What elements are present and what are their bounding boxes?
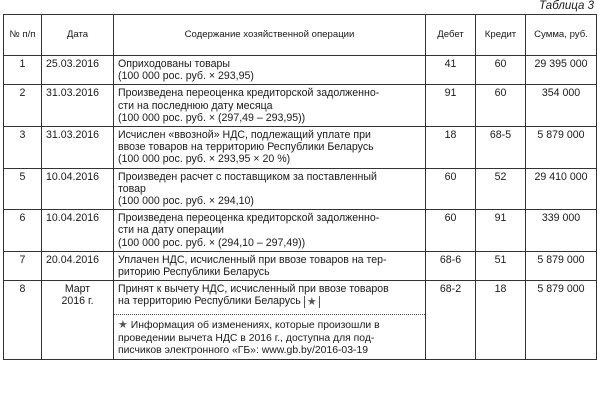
cell-content: [114, 56, 426, 85]
cell-credit: 52: [476, 168, 526, 210]
cell-credit: 91: [476, 210, 526, 252]
content-line: Произведена переоценка кредиторской задолженно-: [118, 87, 380, 100]
note-star-icon: ★: [118, 319, 128, 332]
accounting-table: [3, 14, 597, 360]
cell-sum: 354 000: [526, 85, 597, 127]
note-line: проведении вычета НДС в 2016 г., доступна для под-: [118, 332, 375, 344]
content-line: Уплачен НДС, исчисленный при ввозе товаров на тер-: [118, 253, 387, 266]
header-credit: Кредит: [476, 15, 526, 56]
cell-date: 10.04.2016: [42, 168, 114, 210]
header-content: Содержание хозяйственной операции: [114, 15, 426, 56]
content-line: (100 000 рос. руб. × (294,10 – 297,49)): [118, 236, 306, 249]
cell-num: 6: [4, 210, 42, 252]
header-sum: Сумма, руб.: [526, 15, 597, 56]
cell-debit: 68-2: [426, 281, 476, 360]
info-note: [118, 319, 421, 357]
content-line: (100 000 рос. руб. × (297,49 – 293,95)): [118, 111, 306, 124]
cell-content: [114, 251, 426, 280]
table-row: [4, 56, 597, 85]
cell-credit: 68-5: [476, 127, 526, 169]
cell-num: 7: [4, 251, 42, 280]
date-line: Март: [64, 283, 91, 296]
cell-content: [114, 127, 426, 169]
cell-num: 1: [4, 56, 42, 85]
note-line: [118, 319, 421, 332]
cell-debit: 91: [426, 85, 476, 127]
table-row: [4, 168, 597, 210]
table-row: [4, 251, 597, 280]
header-num: № п/п: [4, 15, 42, 56]
cell-sum: 29 410 000: [526, 168, 597, 210]
content-line: (100 000 рос. руб. × 294,10): [118, 195, 254, 208]
cell-debit: 60: [426, 210, 476, 252]
content-line: сти на дату операции: [118, 224, 224, 237]
cell-num: 8: [4, 281, 42, 360]
table-row: [4, 210, 597, 252]
cell-credit: 60: [476, 85, 526, 127]
cell-date: 10.04.2016: [42, 210, 114, 252]
cell-sum: 5 879 000: [526, 281, 597, 360]
table-row: [4, 127, 597, 169]
cell-date: 31.03.2016: [42, 127, 114, 169]
cell-num: 5: [4, 168, 42, 210]
table-row: [4, 281, 597, 360]
cell-credit: 51: [476, 251, 526, 280]
cell-num: 3: [4, 127, 42, 169]
content-line: Принят к вычету НДС, исчисленный при ввозе товаров: [118, 283, 389, 296]
content-line: товар: [118, 182, 146, 195]
content-line: Оприходованы товары: [118, 58, 231, 70]
content-line-text: на территорию Республики Беларусь: [118, 295, 301, 308]
content-line: Произведена переоценка кредиторской задолженно-: [118, 212, 380, 225]
cell-date: 25.03.2016: [42, 56, 114, 85]
content-line: риторию Республики Беларусь: [118, 266, 270, 279]
cell-debit: 60: [426, 168, 476, 210]
cell-sum: 5 879 000: [526, 251, 597, 280]
header-row: [4, 15, 597, 56]
note-text: Информация об изменениях, которые произошли в: [130, 320, 380, 332]
cell-content: [114, 85, 426, 127]
cell-content: [114, 281, 426, 360]
cell-credit: 60: [476, 56, 526, 85]
cell-sum: 339 000: [526, 210, 597, 252]
cell-credit: 18: [476, 281, 526, 360]
table-caption: Таблица 3: [539, 0, 594, 12]
content-line: Исчислен «ввозной» НДС, подлежащий уплате при: [118, 129, 371, 142]
cell-sum: 5 879 000: [526, 127, 597, 169]
table-row: [4, 85, 597, 127]
note-divider: [114, 314, 425, 315]
content-line: сти на последнюю дату месяца: [118, 99, 273, 112]
cell-content: [114, 168, 426, 210]
cell-num: 2: [4, 85, 42, 127]
header-date: Дата: [42, 15, 114, 56]
content-line: (100 000 рос. руб. × 293,95): [118, 70, 254, 83]
content-line: ввозе товаров на территорию Республики Беларусь: [118, 141, 374, 154]
cell-debit: 18: [426, 127, 476, 169]
cell-date: 31.03.2016: [42, 85, 114, 127]
cell-content: [114, 210, 426, 252]
date-line: 2016 г.: [61, 295, 94, 308]
cell-debit: 68-6: [426, 251, 476, 280]
content-line: [118, 295, 421, 308]
note-line-link[interactable]: писчиков электронного «ГБ»: www.gb.by/2016-03-19: [118, 344, 369, 356]
cell-debit: 41: [426, 56, 476, 85]
cell-sum: 29 395 000: [526, 56, 597, 85]
content-line: Произведен расчет с поставщиком за поставленный: [118, 170, 377, 183]
content-line: (100 000 рос. руб. × 293,95 × 20 %): [118, 153, 291, 166]
star-icon[interactable]: ★: [304, 296, 320, 308]
cell-date: [42, 281, 114, 360]
cell-date: 20.04.2016: [42, 251, 114, 280]
header-debit: Дебет: [426, 15, 476, 56]
